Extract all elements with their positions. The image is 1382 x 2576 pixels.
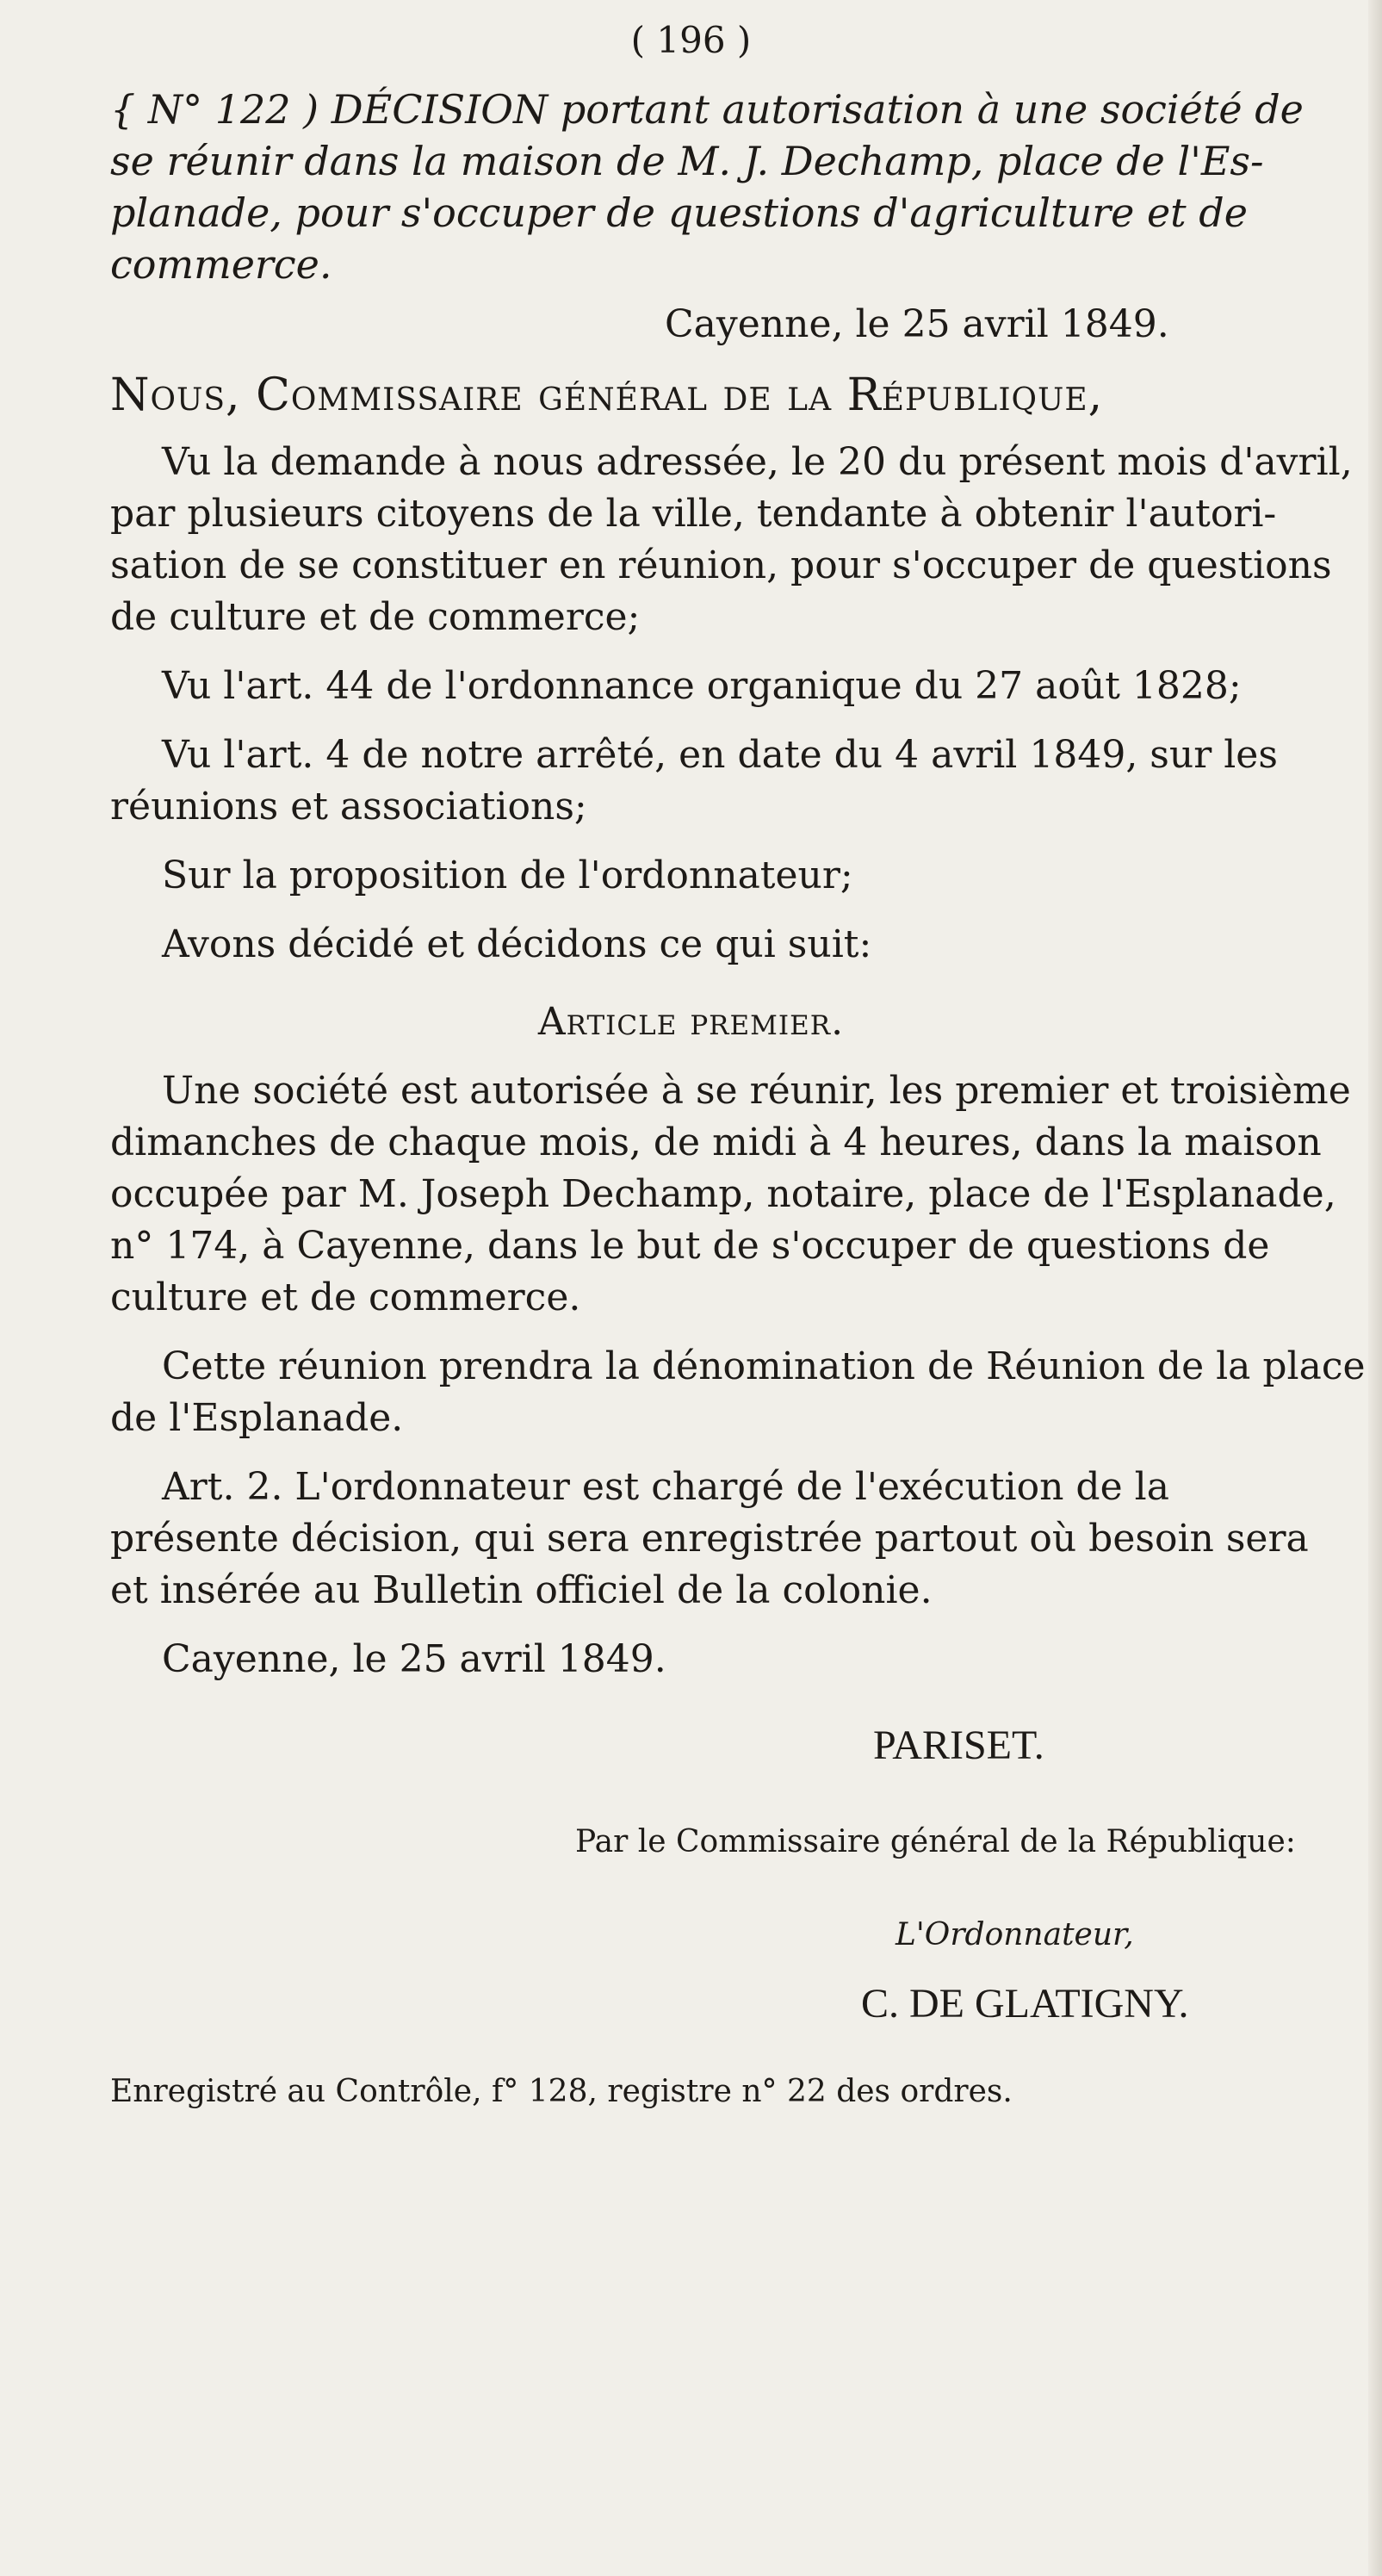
- consideration-line: sation de se constituer en réunion, pour s'occuper de questions: [110, 543, 1332, 587]
- page-edge-shadow: [1368, 0, 1382, 2576]
- countersign-title: L'Ordonnateur,: [896, 1917, 1134, 1952]
- consideration-line: Vu l'art. 44 de l'ordonnance organique du 27 août 1828;: [162, 664, 1242, 708]
- decision-formula: Avons décidé et décidons ce qui suit:: [162, 922, 872, 966]
- countersign-name: C. DE GLATIGNY.: [861, 1981, 1189, 2027]
- consideration-line: par plusieurs citoyens de la ville, tendante à obtenir l'autori-: [110, 492, 1277, 536]
- closing-date: Cayenne, le 25 avril 1849.: [162, 1637, 666, 1681]
- article-line: Cette réunion prendra la dénomination de Réunion de la place: [162, 1344, 1366, 1388]
- issuing-authority: Nous, Commissaire général de la République,: [110, 369, 1104, 421]
- article-line: n° 174, à Cayenne, dans le but de s'occuper de questions de: [110, 1224, 1270, 1268]
- consideration-line: de culture et de commerce;: [110, 595, 641, 639]
- article-line: culture et de commerce.: [110, 1276, 581, 1319]
- place-date: Cayenne, le 25 avril 1849.: [665, 302, 1169, 346]
- heading-line: { N° 122 ) DÉCISION portant autorisation à une société de: [110, 86, 1304, 133]
- article-line: et insérée au Bulletin officiel de la colonie.: [110, 1568, 933, 1612]
- article-line: de l'Esplanade.: [110, 1396, 404, 1440]
- consideration-line: Sur la proposition de l'ordonnateur;: [162, 853, 853, 897]
- article-line: présente décision, qui sera enregistrée partout où besoin sera: [110, 1517, 1309, 1561]
- article-line: occupée par M. Joseph Dechamp, notaire, place de l'Esplanade,: [110, 1172, 1336, 1216]
- article-line: dimanches de chaque mois, de midi à 4 heures, dans la maison: [110, 1120, 1322, 1164]
- article-line: Art. 2. L'ordonnateur est chargé de l'exécution de la: [162, 1465, 1169, 1509]
- consideration-line: réunions et associations;: [110, 785, 587, 829]
- consideration-line: Vu la demande à nous adressée, le 20 du présent mois d'avril,: [162, 440, 1353, 484]
- page-number: ( 196 ): [630, 19, 752, 61]
- registration-note: Enregistré au Contrôle, f° 128, registre n° 22 des ordres.: [110, 2074, 1013, 2109]
- heading-line: commerce.: [110, 241, 332, 288]
- article-title: Article premier.: [537, 1000, 845, 1044]
- article-line: Une société est autorisée à se réunir, les premier et troisième: [162, 1069, 1351, 1113]
- signature-pariset: PARISET.: [873, 1723, 1044, 1768]
- countersign-intro: Par le Commissaire général de la République:: [575, 1824, 1296, 1859]
- heading-line: se réunir dans la maison de M. J. Dechamp, place de l'Es-: [110, 138, 1264, 184]
- heading-line: planade, pour s'occuper de questions d'agriculture et de: [110, 189, 1248, 236]
- consideration-line: Vu l'art. 4 de notre arrêté, en date du 4 avril 1849, sur les: [162, 733, 1278, 777]
